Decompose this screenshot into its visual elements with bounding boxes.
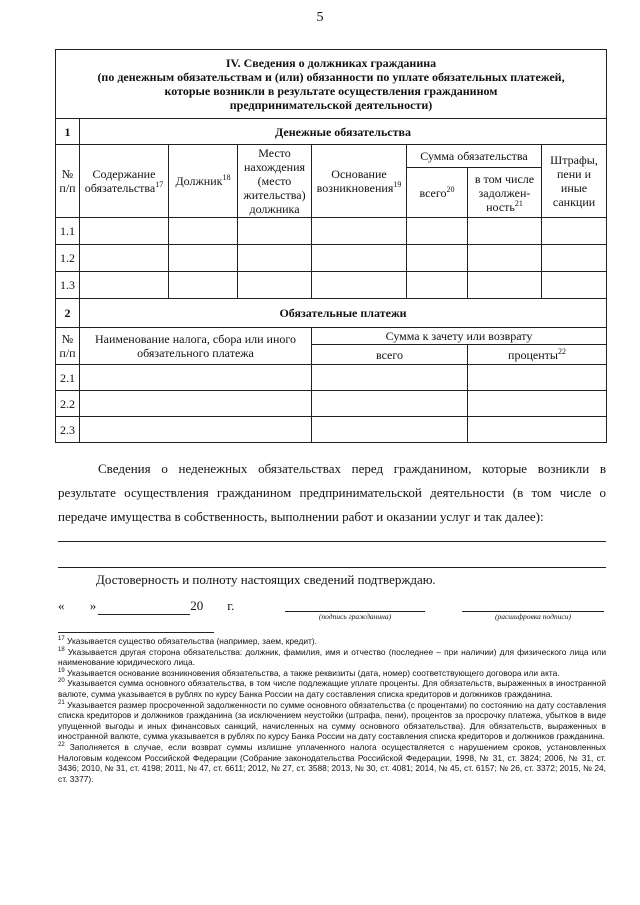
row-number: 1.1 [56,218,80,245]
payments-col-num-header [56,328,80,365]
footnote-text: Указывается другая сторона обязательства: должник, фамилия, имя и отчество (последнее – при наличии) для физического лица или наименование юридического лица. [58,646,606,668]
year-suffix: г. [227,598,235,613]
payments-col-sum-group-header: Сумма к зачету или возврату [312,328,607,345]
col-debtor-header [169,145,238,218]
footnote-number: 17 [58,636,65,643]
col-total-header [407,168,468,218]
footnote-number: 21 [58,699,65,706]
table-cell[interactable] [407,218,468,245]
table-cell[interactable] [407,272,468,299]
footnote-ref-22: 22 [557,346,566,356]
col-num-line2: п/п [59,181,76,195]
footnote-ref-21: 21 [514,198,523,208]
footnote-number: 19 [58,667,65,674]
payments-col-total-header: всего [312,345,468,365]
payments-section-number: 2 [56,299,80,328]
fill-line[interactable] [58,567,606,568]
footnote-separator [58,632,214,633]
row-number: 2.3 [56,417,80,443]
page-number: 5 [316,10,324,25]
table-cell[interactable] [80,365,312,391]
footnote [58,668,606,679]
footnote-ref-17: 17 [155,180,164,189]
signature-caption: (подпись гражданина) [318,612,392,621]
table-cell[interactable] [468,365,607,391]
footnote-number: 20 [58,678,65,685]
col-content-header [80,145,169,218]
col-arrears-label: в том числе задолжен-ность [474,171,535,214]
monetary-heading: Денежные обязательства [80,119,607,145]
date-line [58,598,234,615]
col-penalties-header: Штрафы, пени и иные санкции [542,145,607,218]
row-number: 2.1 [56,365,80,391]
table-cell[interactable] [312,391,468,417]
payments-heading: Обязательные платежи [80,299,607,328]
col-arrears-header [468,168,542,218]
table-cell[interactable] [542,245,607,272]
table-cell[interactable] [542,218,607,245]
footnotes [58,636,606,784]
table-cell[interactable] [468,245,542,272]
footnote-text: Указывается существо обязательства (например, заем, кредит). [67,636,318,646]
payments-col-interest-label: проценты [508,347,558,362]
fill-line[interactable] [58,541,606,542]
table-cell[interactable] [312,245,407,272]
footnote-text: Указывается сумма основного обязательства, в том числе подлежащие уплате проценты. Для обязательств, выраженных в иностранной валюте, сумма указывается в рублях по курсу Банка России на дату составления списка кредиторов и должников гражданина. [58,678,606,699]
payments-col-num-line2: п/п [59,346,76,360]
decoding-caption: (расшифровка подписи) [494,612,572,621]
table-cell[interactable] [468,417,607,443]
table-cell[interactable] [169,245,238,272]
monetary-section-number: 1 [56,119,80,145]
footnote-ref-19: 19 [393,180,402,189]
table-cell[interactable] [238,272,312,299]
section-title-line3: которые возникли в результате осуществления гражданином [164,84,498,98]
table-cell[interactable] [468,218,542,245]
col-content-label: Содержание обязательства [84,167,156,195]
confirm-text: Достоверность и полноту настоящих сведений подтверждаю. [96,572,436,587]
payments-col-interest-header [468,345,607,365]
date-quote-open: « [58,598,65,613]
table-cell[interactable] [468,391,607,417]
footnote-number: 18 [58,646,65,653]
table-cell[interactable] [238,218,312,245]
footnote [58,636,606,647]
debtors-table [55,49,607,443]
footnote-ref-18: 18 [222,173,231,182]
col-total-label: всего [419,185,447,200]
table-cell[interactable] [312,218,407,245]
table-cell[interactable] [542,272,607,299]
row-number: 2.2 [56,391,80,417]
footnote-ref-20: 20 [446,184,455,194]
section-title [56,50,607,119]
col-location-header: Место нахождения (место жительства) должника [238,145,312,218]
table-cell[interactable] [169,272,238,299]
footnote-text: Указывается основание возникновения обязательства, а также реквизиты (дата, номер) соответствующего договора или акта. [67,667,560,678]
table-cell[interactable] [80,218,169,245]
col-debtor-label: Должник [175,174,223,188]
footnote-text: Указывается размер просроченной задолженности по сумме основного обязательства (с процентами) по состоянию на дату составления списка кредиторов и должников гражданина (за исключением неустойки (штрафа, пени), процентов за просрочку платежа, убытков в виде упущенной выгоды и иных финансовых санкций, начисленных на сумму основного обязательства). Для обязательств, выраженных в иностранной валюте, сумма указывается в рублях по курсу Банка России на дату составления списка кредиторов и должников гражданина. [58,699,607,742]
section-title-line1: IV. Сведения о должниках гражданина [225,56,437,70]
nonmonetary-text: Сведения о неденежных обязательствах перед гражданином, которые возникли в результате осуществления гражданином предпринимательской деятельности (в том числе о передаче имущества в собственность, выполнении работ и оказании услуг и так далее): [58,461,606,524]
month-field[interactable] [98,598,190,615]
date-quote-close: » [89,598,97,613]
table-cell[interactable] [468,272,542,299]
table-cell[interactable] [238,245,312,272]
row-number: 1.2 [56,245,80,272]
col-basis-header [312,145,407,218]
table-cell[interactable] [80,417,312,443]
table-cell[interactable] [80,391,312,417]
section-title-line2: (по денежным обязательствам и (или) обязанности по уплате обязательных платежей, [97,70,565,84]
table-cell[interactable] [312,417,468,443]
table-cell[interactable] [407,245,468,272]
payments-col-name-header: Наименование налога, сбора или иного обязательного платежа [80,328,312,365]
footnote [58,678,606,699]
footnote [58,700,606,742]
col-sum-group-header: Сумма обязательства [407,145,542,168]
col-num-line1: № [61,167,74,181]
col-num-header [56,145,80,218]
row-number: 1.3 [56,272,80,299]
table-cell[interactable] [312,272,407,299]
footnote-number: 22 [58,742,65,749]
table-cell[interactable] [169,218,238,245]
year-prefix: 20 [190,598,204,613]
footnote-text: Заполняется в случае, если возврат суммы излишне уплаченного налога осуществляется с нарушением сроков, установленных Налоговым кодексом Российской Федерации (Собрание законодательства Российской Федерации, 1998, № 31, ст. 3824; 2006, № 31, ст. 3436; 2010, № 31, ст. 4198; 2011, № 47, ст. 6611; 2012, № 27, ст. 3588; 2013, № 30, ст. 4081; 2014, № 45, ст. 6157; № 26, ст. 3372; 2015, № 24, ст. 3377). [58,741,606,784]
payments-col-num-line1: № [61,332,74,346]
table-cell[interactable] [80,272,169,299]
section-title-line4: предпринимательской деятельности) [229,98,433,112]
footnote [58,647,606,668]
col-basis-label: Основание возникновения [316,167,394,195]
footnote [58,742,606,784]
table-cell[interactable] [312,365,468,391]
table-cell[interactable] [80,245,169,272]
